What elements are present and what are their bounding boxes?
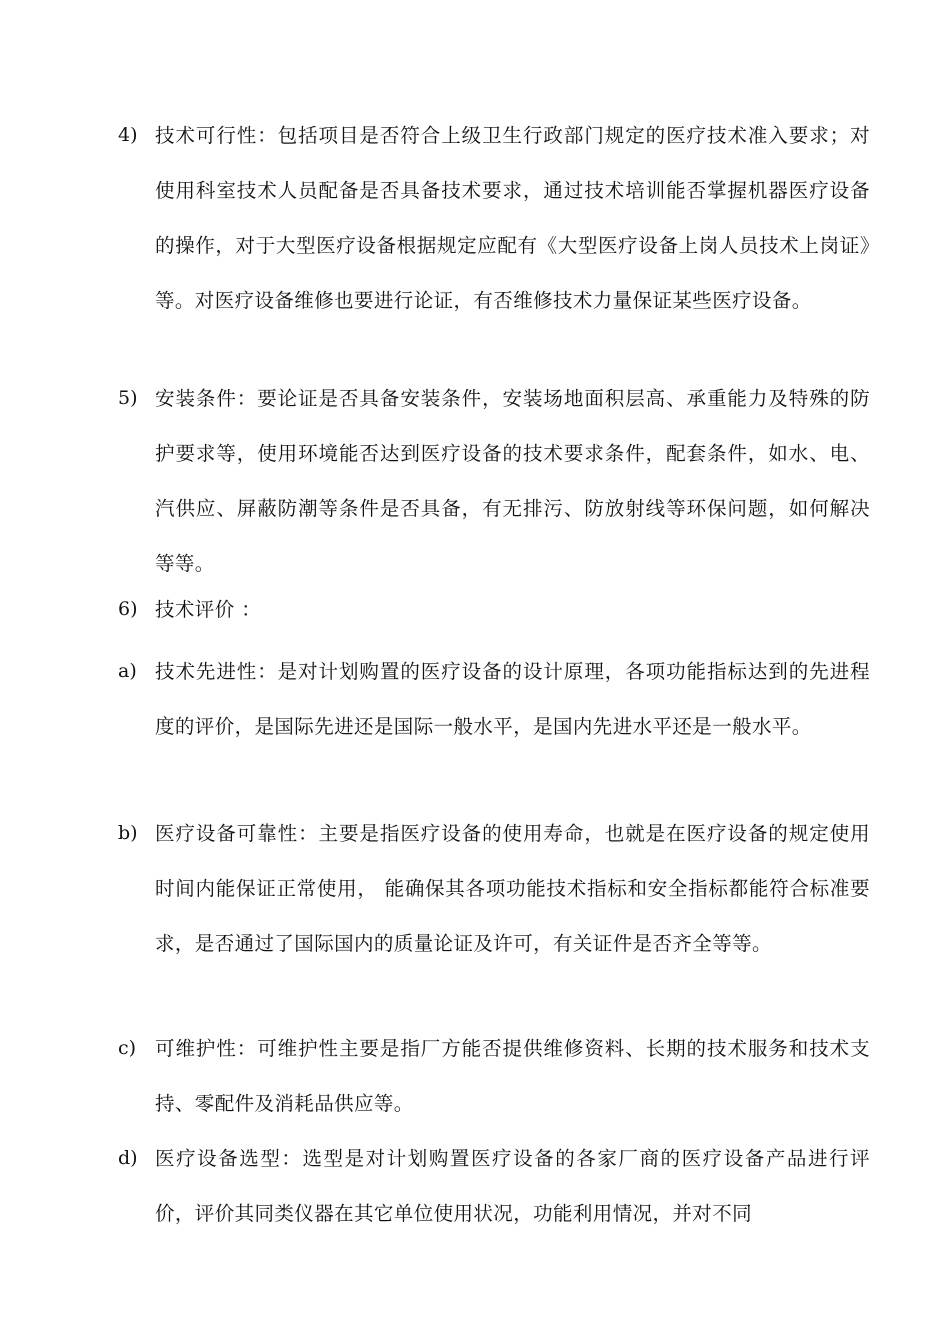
list-marker: 6) [118, 598, 138, 620]
list-item-5 [118, 371, 870, 591]
list-item-a [118, 644, 870, 754]
list-item-d [118, 1131, 870, 1241]
paragraph-technical-advancement: 技术先进性：是对计划购置的医疗设备的设计原理，各项功能指标达到的先进程度的评价，是国际先进还是国际一般水平，是国内先进水平还是一般水平。 [155, 660, 870, 738]
list-marker: 5) [118, 387, 138, 409]
list-marker: b) [118, 822, 138, 844]
paragraph-maintainability: 可维护性：可维护性主要是指厂方能否提供维修资料、长期的技术服务和技术支持、零配件及消耗品供应等。 [155, 1037, 870, 1115]
list-item-b [118, 806, 870, 971]
paragraph-technical-feasibility: 技术可行性：包括项目是否符合上级卫生行政部门规定的医疗技术准入要求；对使用科室技术人员配备是否具备技术要求，通过技术培训能否掌握机器医疗设备的操作，对于大型医疗设备根据规定应配有《大型医疗设备上岗人员技术上岗证》等。对医疗设备维修也要进行论证，有否维修技术力量保证某些医疗设备。 [155, 124, 870, 312]
paragraph-equipment-selection: 医疗设备选型：选型是对计划购置医疗设备的各家厂商的医疗设备产品进行评价，评价其同类仪器在其它单位使用状况，功能利用情况，并对不同 [155, 1147, 870, 1225]
list-item-6 [118, 582, 870, 637]
paragraph-technical-evaluation: 技术评价 ： [155, 598, 262, 621]
list-marker: 4) [118, 124, 138, 146]
list-marker: c) [118, 1037, 137, 1059]
list-marker: a) [118, 660, 137, 682]
list-marker: d) [118, 1147, 138, 1169]
paragraph-installation-conditions: 安装条件：要论证是否具备安装条件，安装场地面积层高、承重能力及特殊的防护要求等，使用环境能否达到医疗设备的技术要求条件，配套条件，如水、电、汽供应、屏蔽防潮等条件是否具备，有无排污、防放射线等环保问题，如何解决等等。 [155, 387, 870, 575]
list-item-4 [118, 108, 870, 328]
list-item-c [118, 1021, 870, 1131]
paragraph-equipment-reliability: 医疗设备可靠性：主要是指医疗设备的使用寿命，也就是在医疗设备的规定使用时间内能保证正常使用， 能确保其各项功能技术指标和安全指标都能符合标准要求，是否通过了国际国内的质量论证及许可，有关证件是否齐全等等。 [155, 822, 870, 955]
